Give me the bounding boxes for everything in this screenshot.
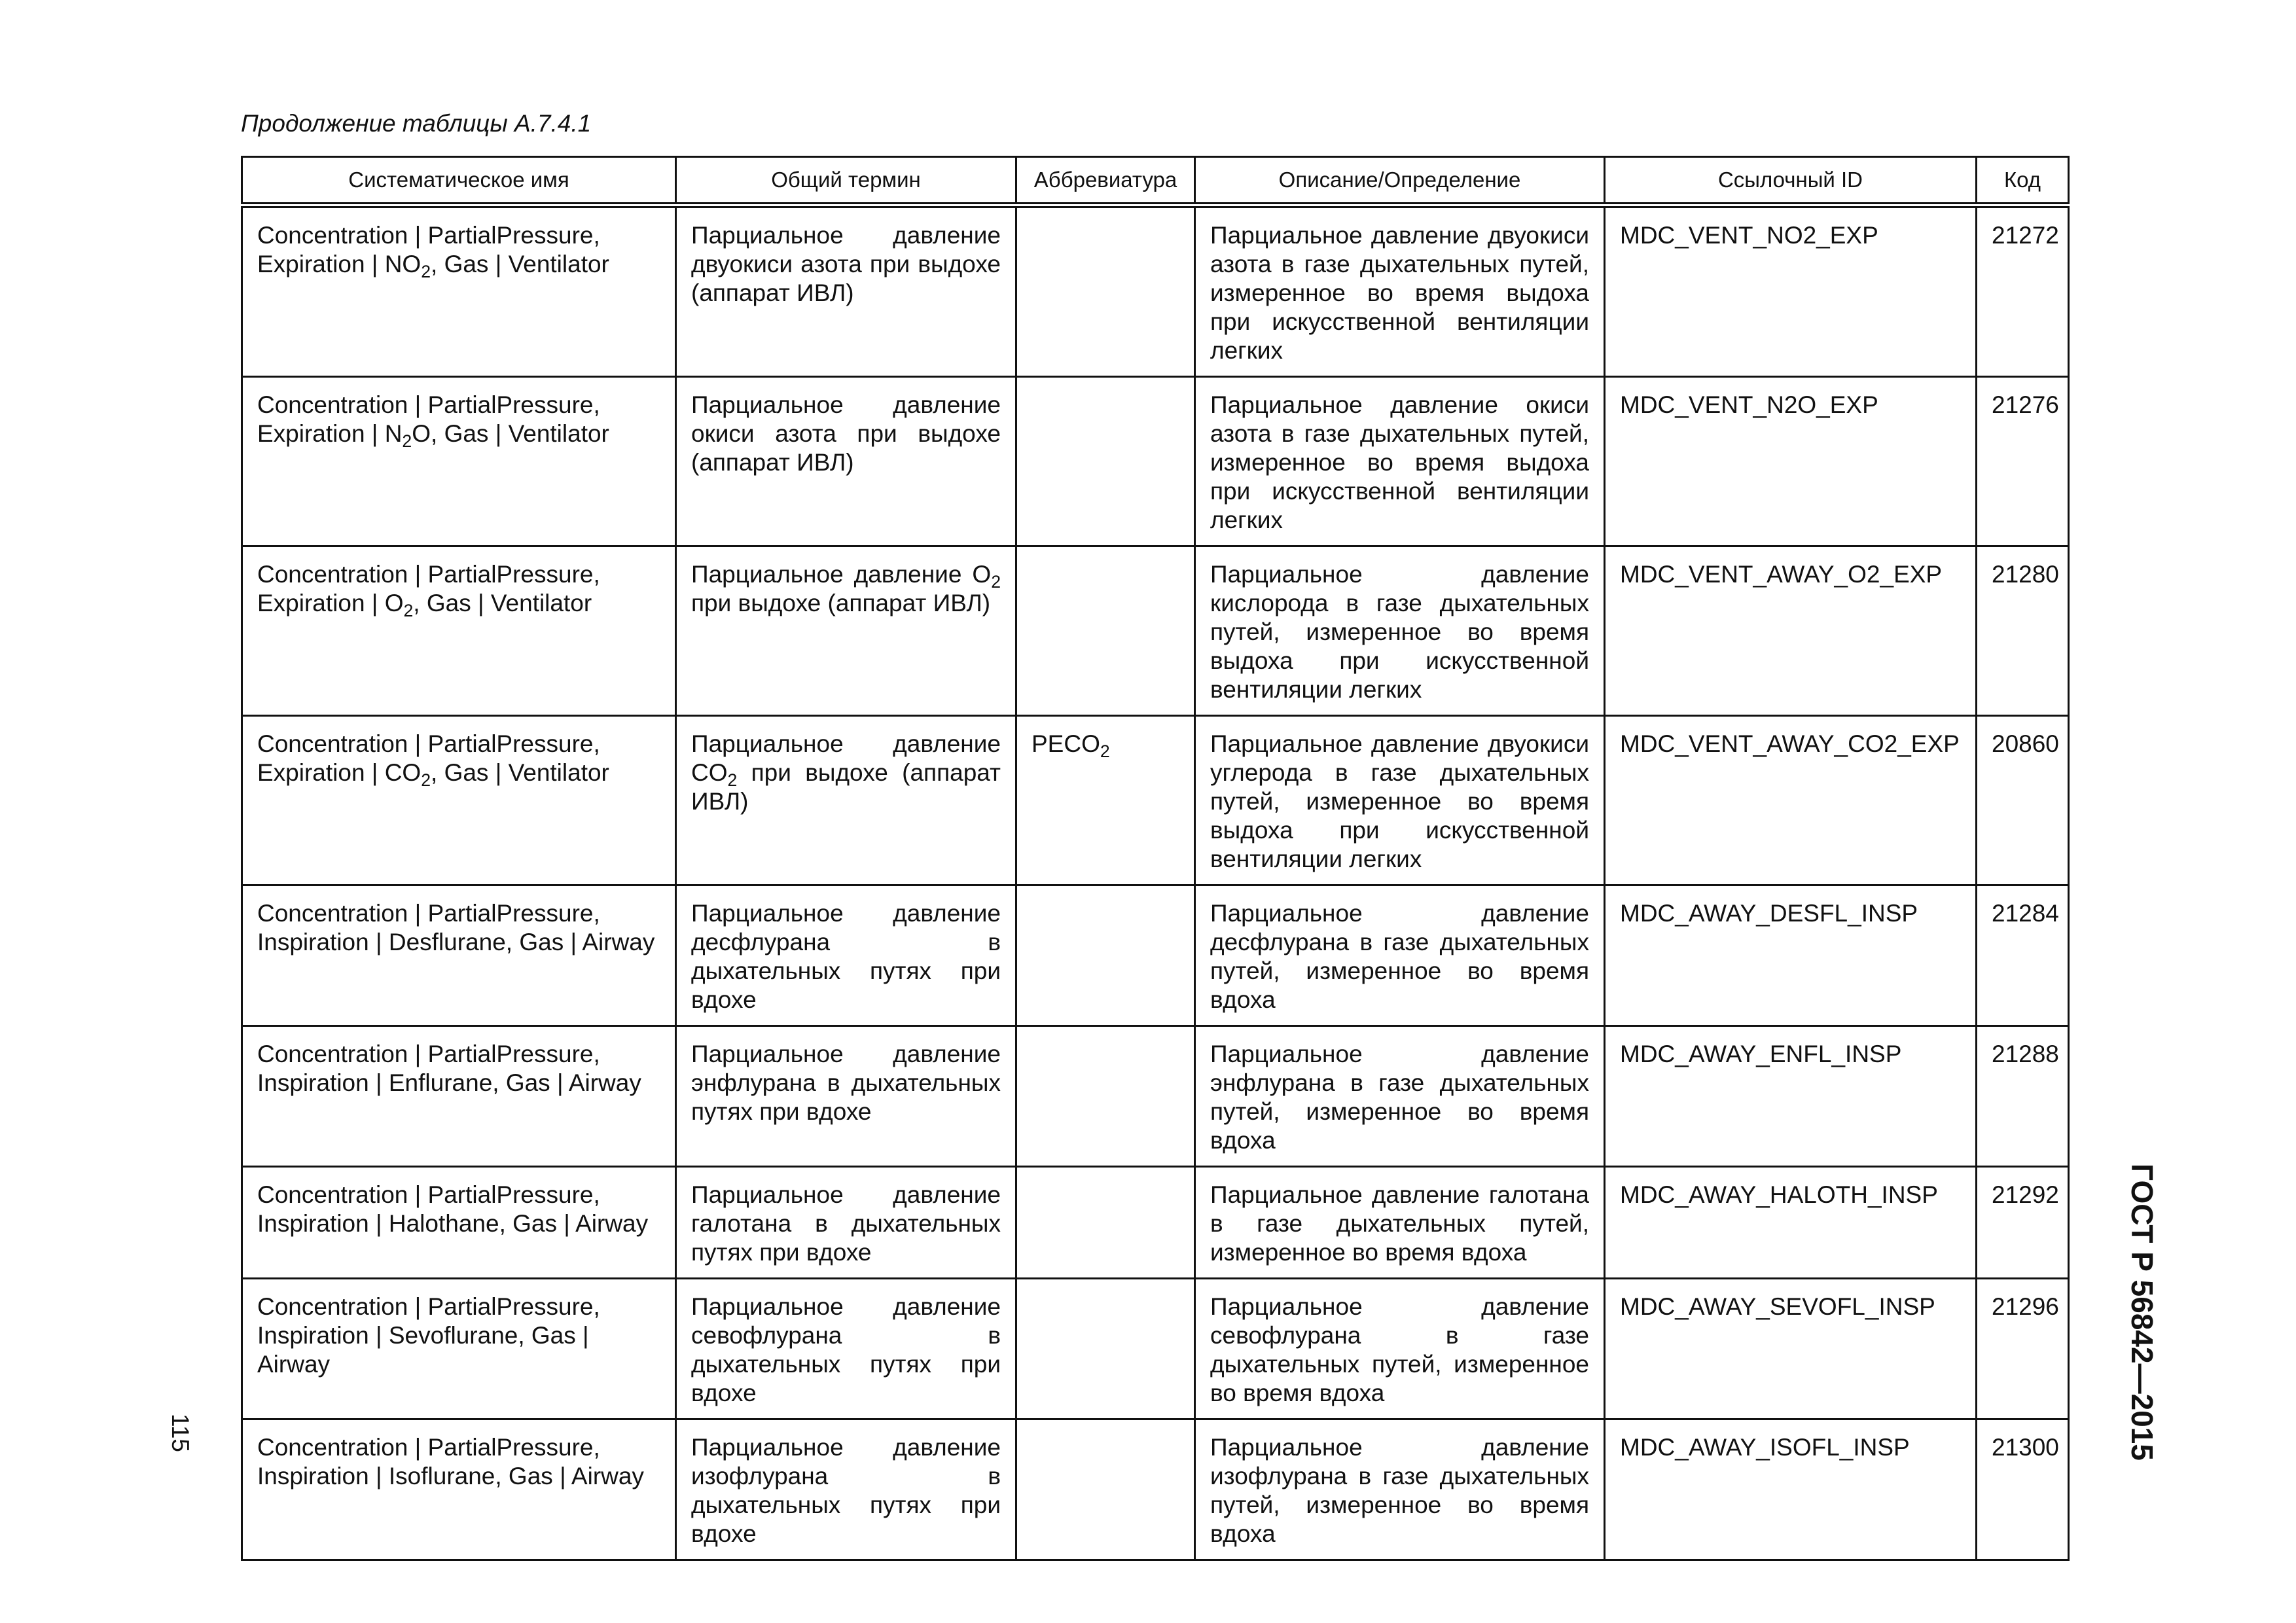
header-systematic-name: Систематическое имя bbox=[242, 157, 676, 205]
systematic-name-cell: Concentration | PartialPressure, Inspiration | Sevoflurane, Gas | Airway bbox=[242, 1279, 676, 1419]
common-term-cell: Парциальное давление $O_2$ при выдохе (аппарат ИВЛ) bbox=[676, 546, 1016, 716]
common-term-cell: Парциальное давление севофлурана в дыхательных путях при вдохе bbox=[676, 1279, 1016, 1419]
table-row bbox=[242, 205, 2069, 377]
code-cell: 21284 bbox=[1977, 885, 2069, 1026]
page-number: 115 bbox=[167, 1414, 194, 1452]
reference-id-cell: MDC_VENT_NO2_EXP bbox=[1605, 205, 1977, 377]
systematic-name-cell: Concentration | PartialPressure, Inspiration | Enflurane, Gas | Airway bbox=[242, 1026, 676, 1167]
header-code: Код bbox=[1977, 157, 2069, 205]
abbreviation-cell bbox=[1016, 1167, 1195, 1279]
description-cell: Парциальное давление севофлурана в газе дыхательных путей, измеренное во время вдоха bbox=[1195, 1279, 1605, 1419]
header-common-term: Общий термин bbox=[676, 157, 1016, 205]
abbreviation-cell bbox=[1016, 546, 1195, 716]
systematic-name-cell: Concentration | PartialPressure, Inspiration | Halothane, Gas | Airway bbox=[242, 1167, 676, 1279]
table-row bbox=[242, 1419, 2069, 1560]
abbreviation-cell bbox=[1016, 377, 1195, 546]
abbreviation-cell bbox=[1016, 205, 1195, 377]
abbreviation-cell bbox=[1016, 1026, 1195, 1167]
common-term-cell: Парциальное давление изофлурана в дыхательных путях при вдохе bbox=[676, 1419, 1016, 1560]
reference-id-cell: MDC_AWAY_SEVOFL_INSP bbox=[1605, 1279, 1977, 1419]
systematic-name-cell: Concentration | PartialPressure, Expiration | $N_2O$, Gas | Ventilator bbox=[242, 377, 676, 546]
systematic-name-cell: Concentration | PartialPressure, Expiration | $NO_2$, Gas | Ventilator bbox=[242, 205, 676, 377]
table-row bbox=[242, 716, 2069, 885]
code-cell: 21300 bbox=[1977, 1419, 2069, 1560]
code-cell: 21296 bbox=[1977, 1279, 2069, 1419]
common-term-cell: Парциальное давление $CO_2$ при выдохе (аппарат ИВЛ) bbox=[676, 716, 1016, 885]
abbreviation-cell bbox=[1016, 1279, 1195, 1419]
standard-designation: ГОСТ Р 56842—2015 bbox=[2125, 1164, 2159, 1461]
systematic-name-cell: Concentration | PartialPressure, Inspiration | Desflurane, Gas | Airway bbox=[242, 885, 676, 1026]
table-row bbox=[242, 1026, 2069, 1167]
table-caption: Продолжение таблицы А.7.4.1 bbox=[241, 110, 592, 137]
common-term-cell: Парциальное давление галотана в дыхательных путях при вдохе bbox=[676, 1167, 1016, 1279]
code-cell: 20860 bbox=[1977, 716, 2069, 885]
reference-id-cell: MDC_VENT_N2O_EXP bbox=[1605, 377, 1977, 546]
header-abbreviation: Аббревиатура bbox=[1016, 157, 1195, 205]
abbreviation-cell: $PECO_2$ bbox=[1016, 716, 1195, 885]
header-description: Описание/Определение bbox=[1195, 157, 1605, 205]
description-cell: Парциальное давление двуокиси углерода в газе дыхательных путей, измеренное во время выдоха при искусственной вентиляции легких bbox=[1195, 716, 1605, 885]
table-body bbox=[242, 205, 2069, 1560]
table-row bbox=[242, 546, 2069, 716]
abbreviation-cell bbox=[1016, 1419, 1195, 1560]
terms-table bbox=[241, 156, 2070, 1561]
reference-id-cell: MDC_VENT_AWAY_O2_EXP bbox=[1605, 546, 1977, 716]
table-row bbox=[242, 377, 2069, 546]
reference-id-cell: MDC_AWAY_DESFL_INSP bbox=[1605, 885, 1977, 1026]
description-cell: Парциальное давление галотана в газе дыхательных путей, измеренное во время вдоха bbox=[1195, 1167, 1605, 1279]
systematic-name-cell: Concentration | PartialPressure, Inspiration | Isoflurane, Gas | Airway bbox=[242, 1419, 676, 1560]
systematic-name-cell: Concentration | PartialPressure, Expiration | $CO_2$, Gas | Ventilator bbox=[242, 716, 676, 885]
reference-id-cell: MDC_AWAY_HALOTH_INSP bbox=[1605, 1167, 1977, 1279]
reference-id-cell: MDC_AWAY_ISOFL_INSP bbox=[1605, 1419, 1977, 1560]
header-reference-id: Ссылочный ID bbox=[1605, 157, 1977, 205]
code-cell: 21272 bbox=[1977, 205, 2069, 377]
description-cell: Парциальное давление изофлурана в газе дыхательных путей, измеренное во время вдоха bbox=[1195, 1419, 1605, 1560]
common-term-cell: Парциальное давление десфлурана в дыхательных путях при вдохе bbox=[676, 885, 1016, 1026]
description-cell: Парциальное давление окиси азота в газе дыхательных путей, измеренное во время выдоха при искусственной вентиляции легких bbox=[1195, 377, 1605, 546]
common-term-cell: Парциальное давление окиси азота при выдохе (аппарат ИВЛ) bbox=[676, 377, 1016, 546]
table-row bbox=[242, 1279, 2069, 1419]
abbreviation-cell bbox=[1016, 885, 1195, 1026]
code-cell: 21292 bbox=[1977, 1167, 2069, 1279]
code-cell: 21276 bbox=[1977, 377, 2069, 546]
systematic-name-cell: Concentration | PartialPressure, Expiration | $O_2$, Gas | Ventilator bbox=[242, 546, 676, 716]
reference-id-cell: MDC_VENT_AWAY_CO2_EXP bbox=[1605, 716, 1977, 885]
table-header-row bbox=[242, 157, 2069, 205]
code-cell: 21280 bbox=[1977, 546, 2069, 716]
reference-id-cell: MDC_AWAY_ENFL_INSP bbox=[1605, 1026, 1977, 1167]
common-term-cell: Парциальное давление двуокиси азота при выдохе (аппарат ИВЛ) bbox=[676, 205, 1016, 377]
common-term-cell: Парциальное давление энфлурана в дыхательных путях при вдохе bbox=[676, 1026, 1016, 1167]
table-row bbox=[242, 1167, 2069, 1279]
description-cell: Парциальное давление двуокиси азота в газе дыхательных путей, измеренное во время выдоха при искусственной вентиляции легких bbox=[1195, 205, 1605, 377]
description-cell: Парциальное давление кислорода в газе дыхательных путей, измеренное во время выдоха при искусственной вентиляции легких bbox=[1195, 546, 1605, 716]
table-row bbox=[242, 885, 2069, 1026]
description-cell: Парциальное давление энфлурана в газе дыхательных путей, измеренное во время вдоха bbox=[1195, 1026, 1605, 1167]
description-cell: Парциальное давление десфлурана в газе дыхательных путей, измеренное во время вдоха bbox=[1195, 885, 1605, 1026]
code-cell: 21288 bbox=[1977, 1026, 2069, 1167]
